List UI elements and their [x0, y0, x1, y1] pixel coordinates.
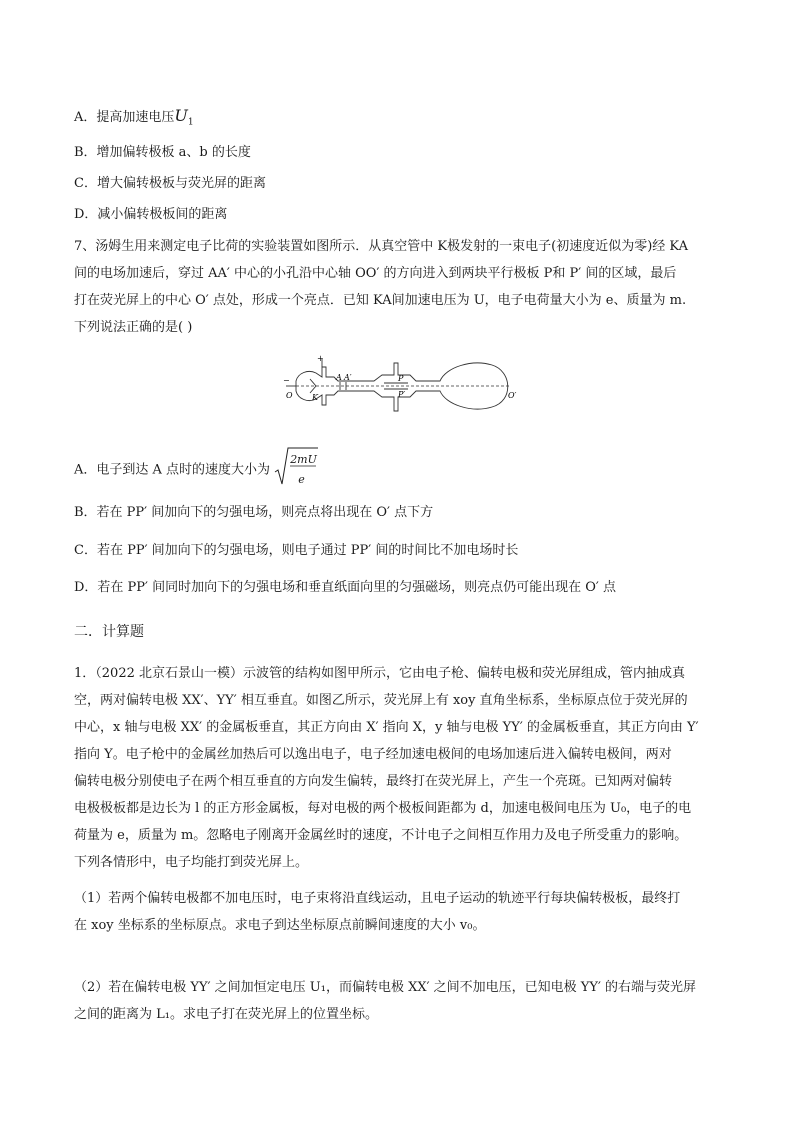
sqrt-expression [274, 452, 318, 488]
fig-label-a-prime: A′ [344, 373, 352, 382]
fig-label-k: K [312, 393, 318, 402]
calc1-part1-line-1: （1）若两个偏转电极都不加电压时，电子束将沿直线运动，且电子运动的轨迹平行每块偏转极板，最终打 [74, 891, 681, 906]
fig-label-p: P [398, 374, 404, 383]
q7-option-d: D．若在 PP′ 间同时加向下的匀强电场和垂直纸面向里的匀强磁场，则亮点仍可能出现在 O′ 点 [74, 580, 617, 595]
calc1-line-1: 1．（2022 北京石景山一模）示波管的结构如图甲所示，它由电子枪、偏转电极和荧光屏组成，管内抽成真 [74, 666, 685, 681]
calc1-part2-line-2: 之间的距离为 L₁。求电子打在荧光屏上的位置坐标。 [74, 1007, 378, 1022]
q7-option-a [74, 452, 318, 488]
q7-stem-line-2: 间的电场加速后，穿过 AA′ 中心的小孔沿中心轴 OO′ 的方向进入到两块平行极板 P和 P′ 间的区域，最后 [74, 266, 677, 281]
thomson-tube-figure [282, 355, 522, 417]
q6-option-a-var: U [174, 106, 188, 125]
q7-option-b: B．若在 PP′ 间加向下的匀强电场，则亮点将出现在 O′ 点下方 [74, 505, 434, 520]
fig-label-a: A [336, 373, 342, 382]
fig-label-o-prime: O′ [508, 391, 517, 400]
calc1-line-4: 指向 Y。电子枪中的金属丝加热后可以逸出电子，电子经加速电极间的电场加速后进入偏转电极间，两对 [74, 747, 672, 762]
q7-stem-line-3: 打在荧光屏上的中心 O′ 点处，形成一个亮点．已知 KA间加速电压为 U，电子电荷量大小为 e、质量为 m. [74, 293, 687, 308]
calc1-line-5: 偏转电极分别使电子在两个相互垂直的方向发生偏转，最终打在荧光屏上，产生一个亮斑。已知两对偏转 [74, 774, 673, 789]
calc1-line-6: 电极极板都是边长为 l 的正方形金属板，每对电极的两个极板间距都为 d，加速电极间电压为 U₀，电子的电 [74, 801, 692, 816]
fig-label-p-prime: P′ [398, 390, 406, 399]
q6-option-a-sub: 1 [187, 117, 194, 128]
q6-option-a-text: A．提高加速电压 [74, 110, 175, 125]
fig-label-minus: − [283, 376, 290, 385]
calc1-line-2: 空，两对偏转电极 XX′、YY′ 相互垂直。如图乙所示，荧光屏上有 xoy 直角坐标系，坐标原点位于荧光屏的 [74, 693, 688, 708]
calc1-line-3: 中心，x 轴与电极 XX′ 的金属板垂直，其正方向由 X′ 指向 X，y 轴与电极 YY′ 的金属板垂直，其正方向由 Y′ [74, 720, 699, 735]
q6-option-c: C．增大偏转极板与荧光屏的距离 [74, 176, 266, 191]
calc1-part2-line-1: （2）若在偏转电极 YY′ 之间加恒定电压 U₁，而偏转电极 XX′ 之间不加电压，已知电极 YY′ 的右端与荧光屏 [74, 980, 697, 995]
q6-option-b: B．增加偏转极板 a、b 的长度 [74, 145, 251, 160]
fig-label-o: O [286, 391, 293, 400]
fig-label-plus: + [317, 355, 324, 363]
section-heading-calc: 二．计算题 [74, 624, 144, 640]
q6-option-d: D．减小偏转极板间的距离 [74, 207, 228, 222]
q7-stem-line-4: 下列说法正确的是( ) [74, 320, 193, 335]
calc1-line-7: 荷量为 e，质量为 m。忽略电子刚离开金属丝时的速度，不计电子之间相互作用力及电子所受重力的影响。 [74, 828, 688, 843]
sqrt-numerator: 2mU [290, 453, 317, 466]
sqrt-denominator: e [298, 473, 305, 486]
q6-option-a [74, 106, 194, 133]
calc1-part1-line-2: 在 xoy 坐标系的坐标原点。求电子到达坐标原点前瞬间速度的大小 v₀。 [74, 918, 486, 933]
q7-stem-line-1: 7、汤姆生用来测定电子比荷的实验装置如图所示．从真空管中 K极发射的一束电子(初速度近似为零)经 KA [74, 239, 688, 254]
q7-option-a-text: A．电子到达 A 点时的速度大小为 [74, 462, 271, 478]
q7-option-c: C．若在 PP′ 间加向下的匀强电场，则电子通过 PP′ 间的时间比不加电场时长 [74, 543, 519, 558]
calc1-line-8: 下列各情形中，电子均能打到荧光屏上。 [74, 855, 309, 870]
